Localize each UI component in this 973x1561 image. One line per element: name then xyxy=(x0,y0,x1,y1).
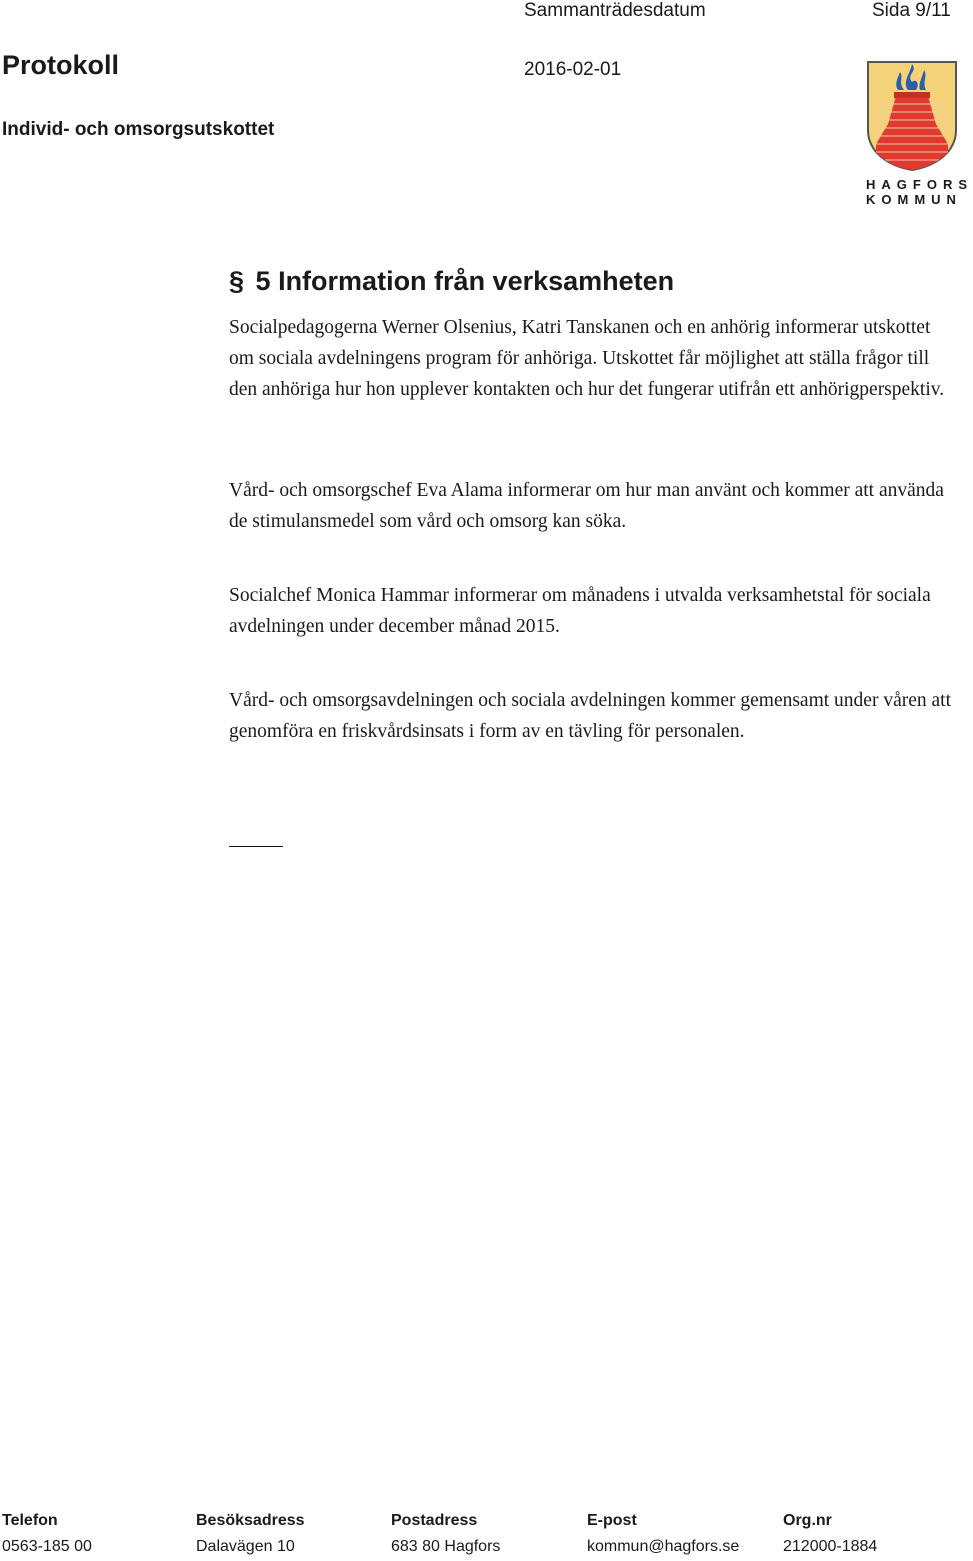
logo-text-hagfors: HAGFORS xyxy=(866,177,973,192)
body-paragraph-4: Vård- och omsorgsavdelningen och sociala avdelningen kommer gemensamt under våren att genomföra en friskvårdsinsats i form av en tävling för personalen. xyxy=(229,690,951,742)
page-number: Sida 9/11 xyxy=(872,0,951,21)
footer-org-label: Org.nr xyxy=(783,1512,832,1529)
meeting-date: 2016-02-01 xyxy=(524,59,622,80)
meeting-date-label: Sammanträdesdatum xyxy=(524,0,706,21)
committee-name: Individ- och omsorgsutskottet xyxy=(2,119,275,140)
footer-visit-label: Besöksadress xyxy=(196,1512,305,1529)
section-title-text: 5 Information från verksamheten xyxy=(255,266,675,296)
footer-email[interactable]: kommun@hagfors.se xyxy=(587,1538,740,1555)
logo-text-kommun: KOMMUN xyxy=(866,192,962,207)
footer-phone-label: Telefon xyxy=(2,1512,58,1529)
municipality-logo xyxy=(866,60,973,207)
hagfors-coat-of-arms-icon xyxy=(866,60,958,172)
paragraph-symbol: § xyxy=(229,266,245,296)
body-paragraph-3: Socialchef Monica Hammar informerar om månadens i utvalda verksamhetstal för sociala avdelningen under december månad 2015. xyxy=(229,585,931,637)
footer-phone: 0563-185 00 xyxy=(2,1538,92,1555)
footer-org-number: 212000-1884 xyxy=(783,1538,878,1555)
body-paragraph-2: Vård- och omsorgschef Eva Alama informerar om hur man använt och kommer att använda de stimulansmedel som vård och omsorg kan söka. xyxy=(229,480,944,532)
footer-postal-address: 683 80 Hagfors xyxy=(391,1538,501,1555)
document-type: Protokoll xyxy=(2,50,120,80)
footer-email-label: E-post xyxy=(587,1512,637,1529)
section-title xyxy=(229,266,674,297)
footer-visit-address: Dalavägen 10 xyxy=(196,1538,295,1555)
body-paragraph-1: Socialpedagogerna Werner Olsenius, Katri Tanskanen och en anhörig informerar utskottet om sociala avdelningens program för anhöriga. Utskottet får möjlighet att ställa frågor till den anhöriga hur hon upplever kontakten och hur det fungerar utifrån ett anhörigperspektiv. xyxy=(229,317,945,400)
footer-post-label: Postadress xyxy=(391,1512,478,1529)
end-rule xyxy=(229,846,283,847)
